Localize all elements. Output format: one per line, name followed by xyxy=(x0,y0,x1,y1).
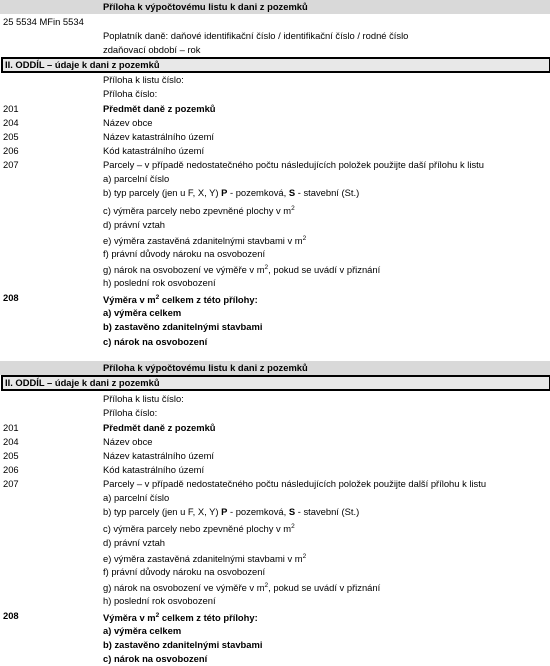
exemption-reason-label-2: f) právní důvody nároku na osvobození xyxy=(103,566,266,577)
row-205-code: 205 xyxy=(3,131,19,142)
parcel-type-label-2: b) typ parcely (jen u F, X, Y) P - pozemková, S - stavební (St.) xyxy=(103,506,360,517)
row-206-label-2: Kód katastrálního území xyxy=(103,464,205,475)
section-ii-title: II. ODDÍL – údaje k dani z pozemků xyxy=(5,59,160,70)
row-207-label-2: Parcely – v případě nedostatečného počtu následujících položek použijte další přílohu k listu xyxy=(103,478,487,489)
form-title: Příloha k výpočtovému listu k dani z pozemků xyxy=(103,1,308,12)
attachment-number-label-2: Příloha číslo: xyxy=(103,407,158,418)
row-201-code: 201 xyxy=(3,103,19,114)
built-area-label: e) výměra zastavěná zdanitelnými stavbami v $m^2$ xyxy=(103,234,307,246)
row-204-label: Název obce xyxy=(103,117,153,128)
exemption-claim-label-2: g) nárok na osvobození ve výměře v $m^2$, pokud se uvádí v přiznání xyxy=(103,581,381,593)
parcel-number-label-2: a) parcelní číslo xyxy=(103,492,170,503)
built-area-label-2: e) výměra zastavěná zdanitelnými stavbami v $m^2$ xyxy=(103,552,307,564)
section-ii-bar xyxy=(1,57,550,73)
tax-period-label: zdaňovací období – rok xyxy=(103,44,201,55)
row-207-label: Parcely – v případě nedostatečného počtu následujících položek použijte daší přílohu k listu xyxy=(103,159,484,170)
parcel-area-label: c) výměra parcely nebo zpevněné plochy v $m^2$ xyxy=(103,204,295,216)
row-208-label: Výměra v $m^2$ celkem z této přílohy: xyxy=(103,293,258,305)
exemption-total-label-2: c) nárok na osvobození xyxy=(103,653,208,664)
row-205-label-2: Název katastrálního území xyxy=(103,450,214,461)
parcel-type-label: b) typ parcely (jen u F, X, Y) P - pozemková, S - stavební (St.) xyxy=(103,187,360,198)
row-204-code: 204 xyxy=(3,117,19,128)
row-201-code-2: 201 xyxy=(3,422,19,433)
row-201-label-2: Předmět daně z pozemků xyxy=(103,422,216,433)
attachment-number-label: Příloha číslo: xyxy=(103,88,158,99)
row-208-code-2: 208 xyxy=(3,610,19,621)
parcel-number-label: a) parcelní číslo xyxy=(103,173,170,184)
exemption-claim-label: g) nárok na osvobození ve výměře v $m^2$, pokud se uvádí v přiznání xyxy=(103,263,381,275)
row-206-code-2: 206 xyxy=(3,464,19,475)
section-ii-title-2: II. ODDÍL – údaje k dani z pozemků xyxy=(5,377,160,388)
row-204-code-2: 204 xyxy=(3,436,19,447)
row-206-label: Kód katastrálního území xyxy=(103,145,205,156)
legal-relation-label-2: d) právní vztah xyxy=(103,537,166,548)
form-title-2: Příloha k výpočtovému listu k dani z pozemků xyxy=(103,362,308,373)
attachment-list-label-2: Příloha k listu číslo: xyxy=(103,393,184,404)
last-exemption-year-label: h) poslední rok osvobození xyxy=(103,277,216,288)
row-208-code: 208 xyxy=(3,292,19,303)
last-exemption-year-label-2: h) poslední rok osvobození xyxy=(103,595,216,606)
exemption-total-label: c) nárok na osvobození xyxy=(103,336,208,347)
row-204-label-2: Název obce xyxy=(103,436,153,447)
exemption-reason-label: f) právní důvody nároku na osvobození xyxy=(103,248,266,259)
row-205-code-2: 205 xyxy=(3,450,19,461)
form-code: 25 5534 MFin 5534 xyxy=(3,16,84,27)
row-208-label-2: Výměra v $m^2$ celkem z této přílohy: xyxy=(103,611,258,623)
built-total-label: b) zastavěno zdanitelnými stavbami xyxy=(103,321,263,332)
total-area-label-2: a) výměra celkem xyxy=(103,625,182,636)
section-ii-bar-2 xyxy=(1,375,550,391)
built-total-label-2: b) zastavěno zdanitelnými stavbami xyxy=(103,639,263,650)
attachment-list-label: Příloha k listu číslo: xyxy=(103,74,184,85)
row-205-label: Název katastrálního území xyxy=(103,131,214,142)
row-207-code: 207 xyxy=(3,159,19,170)
row-201-label: Předmět daně z pozemků xyxy=(103,103,216,114)
total-area-label: a) výměra celkem xyxy=(103,307,182,318)
parcel-area-label-2: c) výměra parcely nebo zpevněné plochy v $m^2$ xyxy=(103,522,295,534)
taxpayer-id-label: Poplatník daně: daňové identifikační číslo / identifikační číslo / rodné číslo xyxy=(103,30,409,41)
row-206-code: 206 xyxy=(3,145,19,156)
legal-relation-label: d) právní vztah xyxy=(103,219,166,230)
row-207-code-2: 207 xyxy=(3,478,19,489)
